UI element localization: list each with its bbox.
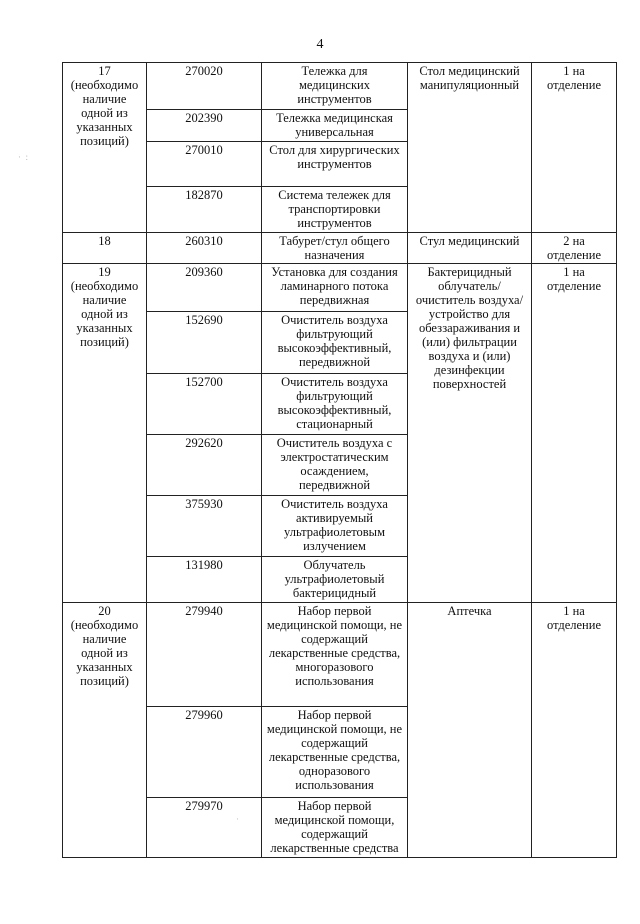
nkmi-code-cell: 182870 — [147, 187, 262, 233]
medical-device-name-cell: Установка для создания ламинарного потока передвижная — [262, 264, 408, 312]
table-row — [63, 603, 617, 707]
position-number-cell: 19 (необходимо наличие одной из указанных позиций) — [63, 264, 147, 603]
medical-device-name-cell: Очиститель воздуха с электростатическим осаждением, передвижной — [262, 435, 408, 496]
nkmi-code-cell: 292620 — [147, 435, 262, 496]
nkmi-code-cell: 270010 — [147, 142, 262, 187]
equipment-name-cell: Стол медицинский манипуляционный — [408, 63, 532, 233]
equipment-table — [62, 62, 617, 858]
scan-artifact: · : — [18, 152, 28, 162]
quantity-cell: 1 на отделение — [532, 603, 617, 858]
table-row — [63, 264, 617, 312]
medical-device-name-cell: Табурет/стул общего назначения — [262, 233, 408, 264]
nkmi-code-cell: 270020 — [147, 63, 262, 110]
medical-device-name-cell: Система тележек для транспортировки инструментов — [262, 187, 408, 233]
quantity-cell: 2 на отделение — [532, 233, 617, 264]
medical-device-name-cell: Очиститель воздуха фильтрующий высокоэффективный, стационарный — [262, 374, 408, 435]
nkmi-code-cell: 131980 — [147, 557, 262, 603]
medical-device-name-cell: Облучатель ультрафиолетовый бактерицидный — [262, 557, 408, 603]
medical-device-name-cell: Набор первой медицинской помощи, не содержащий лекарственные средства, многоразового использования — [262, 603, 408, 707]
medical-device-name-cell: Очиститель воздуха активируемый ультрафиолетовым излучением — [262, 496, 408, 557]
medical-device-name-cell: Стол для хирургических инструментов — [262, 142, 408, 187]
nkmi-code-cell: 375930 — [147, 496, 262, 557]
nkmi-code-cell: 260310 — [147, 233, 262, 264]
equipment-name-cell: Аптечка — [408, 603, 532, 858]
nkmi-code-cell: 202390 — [147, 110, 262, 142]
position-number-cell: 17 (необходимо наличие одной из указанных позиций) — [63, 63, 147, 233]
nkmi-code-cell: 152700 — [147, 374, 262, 435]
equipment-name-cell: Стул медицинский — [408, 233, 532, 264]
medical-device-name-cell: Очиститель воздуха фильтрующий высокоэффективный, передвижной — [262, 312, 408, 374]
quantity-cell: 1 на отделение — [532, 264, 617, 603]
quantity-cell: 1 на отделение — [532, 63, 617, 233]
medical-device-name-cell: Тележка для медицинских инструментов — [262, 63, 408, 110]
medical-device-name-cell: Набор первой медицинской помощи, содержащий лекарственные средства — [262, 798, 408, 858]
scan-artifact: · — [236, 814, 239, 824]
nkmi-code-cell: 279970 — [147, 798, 262, 858]
medical-device-name-cell: Тележка медицинская универсальная — [262, 110, 408, 142]
nkmi-code-cell: 152690 — [147, 312, 262, 374]
table-body — [63, 63, 617, 858]
nkmi-code-cell: 209360 — [147, 264, 262, 312]
table-row — [63, 233, 617, 264]
equipment-name-cell: Бактерицидный облучатель/ очиститель воздуха/устройство для обеззараживания и (или) фильтрации воздуха и (или) дезинфекции поверхностей — [408, 264, 532, 603]
position-number-cell: 20 (необходимо наличие одной из указанных позиций) — [63, 603, 147, 858]
nkmi-code-cell: 279940 — [147, 603, 262, 707]
medical-device-name-cell: Набор первой медицинской помощи, не содержащий лекарственные средства, одноразового использования — [262, 707, 408, 798]
page-number: 4 — [316, 37, 324, 52]
nkmi-code-cell: 279960 — [147, 707, 262, 798]
position-number-cell: 18 — [63, 233, 147, 264]
table-row — [63, 63, 617, 110]
